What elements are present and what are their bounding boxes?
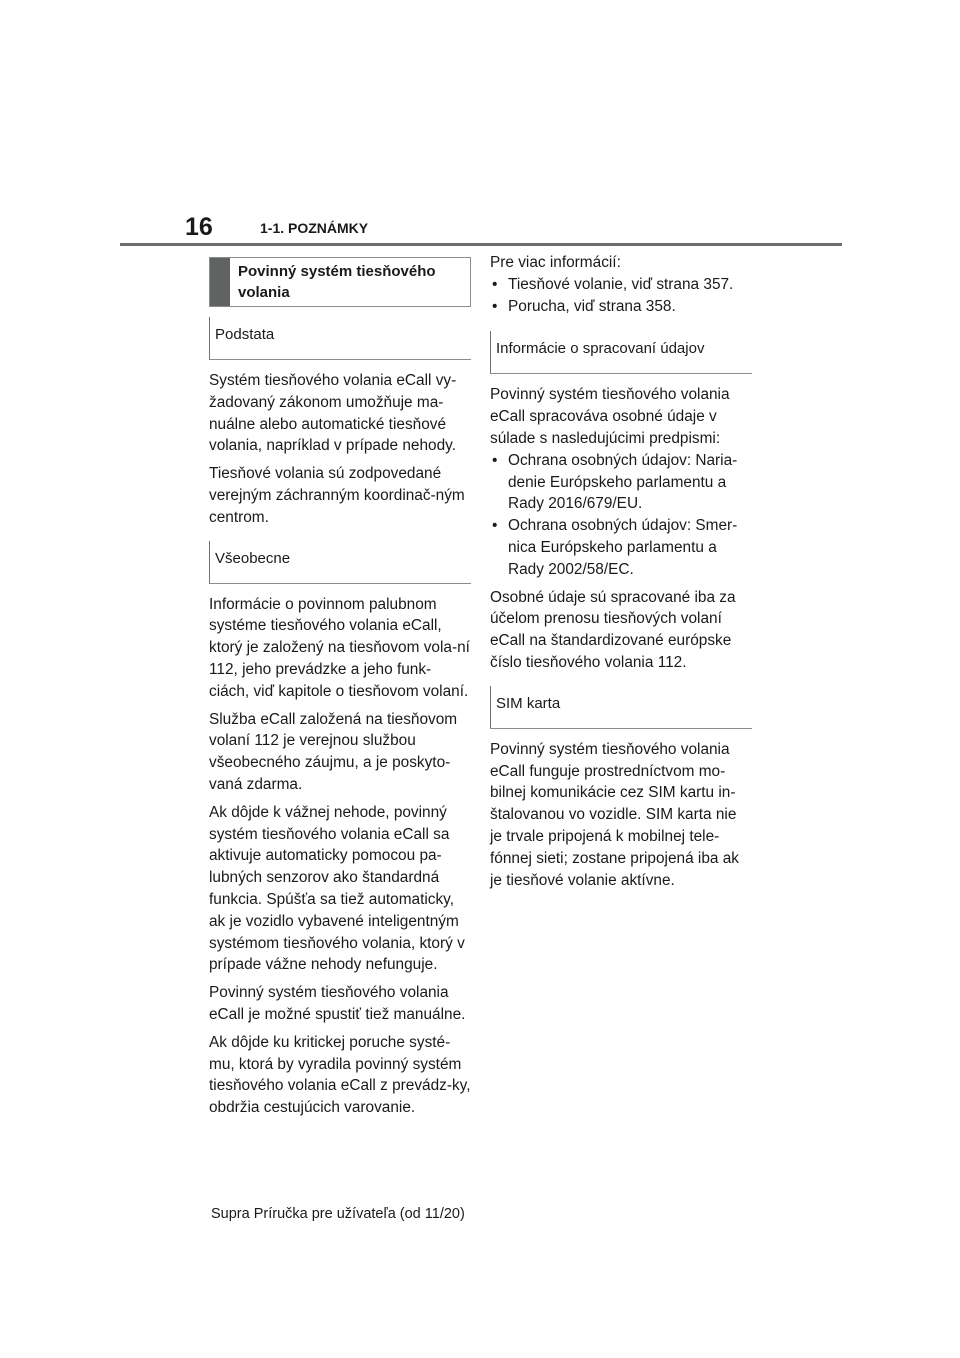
section-title-box — [209, 257, 471, 307]
subheading-spracovanie — [490, 331, 752, 374]
right-column — [490, 252, 752, 897]
paragraph: Ak dôjde ku kritickej poruche systé-mu, ktorá by vyradila povinný systém tiesňového volania eCall z prevádz-ky, obdržia cestujúcich varovanie. — [209, 1033, 471, 1117]
subheading-sim — [490, 686, 752, 729]
section-title-bar — [210, 258, 230, 306]
paragraph: Pre viac informácií: — [490, 254, 621, 271]
paragraph: Osobné údaje sú spracované iba za účelom prenosu tiesňových volaní eCall na štandardizované európske číslo tiesňového volania 112. — [490, 588, 736, 671]
list-item: • Ochrana osobných údajov: Naria-denie Európskeho parlamentu a Rady 2016/679/EU. — [490, 450, 752, 515]
chapter-title: 1-1. POZNÁMKY — [260, 220, 369, 236]
paragraph: Informácie o povinnom palubnom systéme tiesňového volania eCall, ktorý je založený na tiesňovom vola-ní 112, jeho prevádzke a jeho funk-ciách, viď kapitole o tiesňovom volaní. — [209, 595, 470, 700]
subheading-text: Všeobecne — [215, 549, 291, 567]
paragraph: Povinný systém tiesňového volania eCall funguje prostredníctvom mo-bilnej komunikácie cez SIM kartu in-štalovanou vo vozidle. SIM karta nie je trvale pripojená k mobilnej tele-fónnej sieti; zostane pripojená iba ak je tiesňové volanie aktívne. — [490, 740, 739, 889]
subheading-vseobecne — [209, 541, 471, 584]
paragraph: Ak dôjde k vážnej nehode, povinný systém tiesňového volania eCall sa aktivuje automaticky pomocou pa-lubných senzorov ako štandardná funkcia. Spúšťa sa tiež automaticky, ak je vozidlo vybavené inteligentným systémom tiesňového volania, ktorý v prípade vážne nehody nefunguje. — [209, 803, 465, 974]
list-item: • Tiesňové volanie, viď strana 357. — [490, 274, 752, 296]
paragraph: Povinný systém tiesňového volania eCall spracováva osobné údaje v súlade s nasledujúcimi predpismi: — [490, 386, 730, 447]
header-rule — [120, 243, 842, 246]
page-number: 16 — [185, 213, 213, 241]
paragraph: Povinný systém tiesňového volania eCall je možné spustiť tiež manuálne. — [209, 984, 466, 1023]
left-column — [209, 257, 471, 1125]
list-item: • Porucha, viď strana 358. — [490, 296, 752, 318]
subheading-text: SIM karta — [496, 694, 561, 712]
subheading-text: Informácie o spracovaní údajov — [496, 340, 705, 358]
paragraph: Tiesňové volania sú zodpovedané verejným záchranným koordinač-ným centrom. — [209, 465, 465, 526]
bullet-list — [490, 274, 752, 318]
footer: Supra Príručka pre užívateľa (od 11/20) — [211, 1206, 465, 1222]
subheading-podstata — [209, 317, 471, 360]
paragraph: Systém tiesňového volania eCall vy-žadovaný zákonom umožňuje ma-nuálne alebo automatické tiesňové volania, napríklad v prípade nehody. — [209, 372, 457, 455]
bullet-list — [490, 450, 752, 581]
list-item: • Ochrana osobných údajov: Smer-nica Európskeho parlamentu a Rady 2002/58/EC. — [490, 515, 752, 580]
paragraph: Služba eCall založená na tiesňovom volaní 112 je verejnou službou všeobecného záujmu, a je poskyto-vaná zdarma. — [209, 710, 458, 793]
subheading-text: Podstata — [215, 326, 275, 343]
section-title: Povinný systém tiesňového volania — [238, 263, 436, 301]
